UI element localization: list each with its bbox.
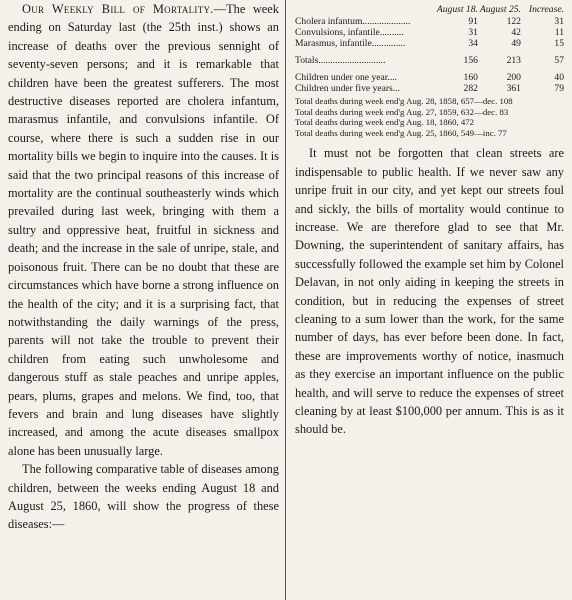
- table-row: Children under one year.... 160 200 40: [295, 72, 564, 83]
- table-row: Children under five years... 282 361 79: [295, 83, 564, 94]
- total-deaths-line: Total deaths during week end'g Aug. 28, 1858, 657—dec. 108: [295, 96, 513, 106]
- table-header-row: [295, 4, 564, 16]
- table-row: Convulsions, infantile.......... 31 42 11: [295, 27, 564, 38]
- total-deaths-line: Total deaths during week end'g Aug. 25, 1860, 549—inc. 77: [295, 127, 507, 138]
- table-row: Marasmus, infantile.............. 34 49 15: [295, 38, 564, 49]
- left-column: [4, 0, 283, 534]
- header-aug18: August 18.: [436, 4, 478, 15]
- table-totals-row: Totals............................ 156 213 57: [295, 55, 564, 66]
- header-increase: Increase.: [528, 4, 564, 15]
- header-aug25: August 25.: [479, 4, 521, 15]
- total-deaths-line: Total deaths during week end'g Aug. 18, 1860, 472: [295, 117, 475, 128]
- article-body-1: The week ending on Saturday last (the 25th inst.) shows an increase of deaths over the previous sennight of seventy-seven persons; and it is remarkable that children have been the greatest sufferers. The most destructive diseases reported are cholera infantum, marasmus infantile, and convulsions infantile. Of course, where there is such a sudden rise in our mortality bills we begin to inquire into the causes. It is said that the two principal reasons of this increase of mortality are the continual southeasterly winds which prevailed during last week, bringing with them a sultry and oppressive heat, fruitful in sickness and death; and the increase in the sale of unripe, stale, and poisonous fruit. There can be no doubt that these are circumstances which have borne a strong influence on the health of the city; and it is a surprising fact, that notwithstanding the daily warnings of the press, parents will not take the trouble to prevent their children from eating such unwholesome and dangerous stuff as stale peaches and unripe apples, pears, plums, grapes and melons. We find, too, that fevers and brain and lung diseases have slightly increased, and among the acute diseases smallpox alone has been unusually large.: [8, 2, 279, 458]
- column-divider: [285, 0, 286, 600]
- table-row: Cholera infantum.................... 91 122 31: [295, 16, 564, 27]
- disease-table: [295, 4, 564, 94]
- total-deaths-line: Total deaths during week end'g Aug. 27, 1859, 632—dec. 83: [295, 106, 509, 117]
- right-column: [289, 0, 568, 439]
- article-paragraph-2: The following comparative table of diseases among children, between the weeks ending August 18 and August 25, 1860, will show the progress of these diseases:—: [8, 462, 279, 532]
- article-heading: Our Weekly Bill of Mortality.: [22, 2, 214, 16]
- article-paragraph-1: Our Weekly Bill of Mortality.—The week ending on Saturday last (the 25th inst.) shows an increase of deaths over the previous sennight of seventy-seven persons; and it is remarkable that children have been the greatest sufferers. The most destructive diseases reported are cholera infantum, marasmus infantile, and convulsions infantile. Of course, where there is such a sudden rise in our mortality bills we begin to inquire into the causes. It is said that the two principal reasons of this increase of mortality are the continual southeasterly winds which prevailed during last week, bringing with them a sultry and oppressive heat, fruitful in sickness and death; and the increase in the sale of unripe, stale, and poisonous fruit. There can be no doubt that these are circumstances which have borne a strong influence on the health of the city; and it is a surprising fact, that notwithstanding the daily warnings of the press, parents will not take the trouble to prevent their children from eating such unwholesome and dangerous stuff as stale peaches and unripe apples, pears, plums, grapes and melons. We find, too, that fevers and brain and lung diseases have slightly increased, and among the acute diseases smallpox alone has been unusually large.: [8, 2, 279, 458]
- total-deaths-list: [295, 96, 564, 138]
- article-paragraph-3: It must not be forgotten that clean streets are indispensable to public health. If we never saw any unripe fruit in our city, and yet kept our streets foul and sickly, the bills of mortality would continue to increase. We are therefore glad to see that Mr. Downing, the superintendent of sanitary affairs, has successfully followed the example set him by Colonel Delavan, in not only aiding in keeping the streets in condition, but in reducing the expenses of street cleaning to a sum lower than the work, for the same number of days, has ever before been done. In fact, these are improvements worthy of notice, inasmuch as they exercise an important influence on the public health, and will serve to reduce the expenses of street cleaning by at least $100,000 per annum. This is as it should be.: [295, 146, 564, 437]
